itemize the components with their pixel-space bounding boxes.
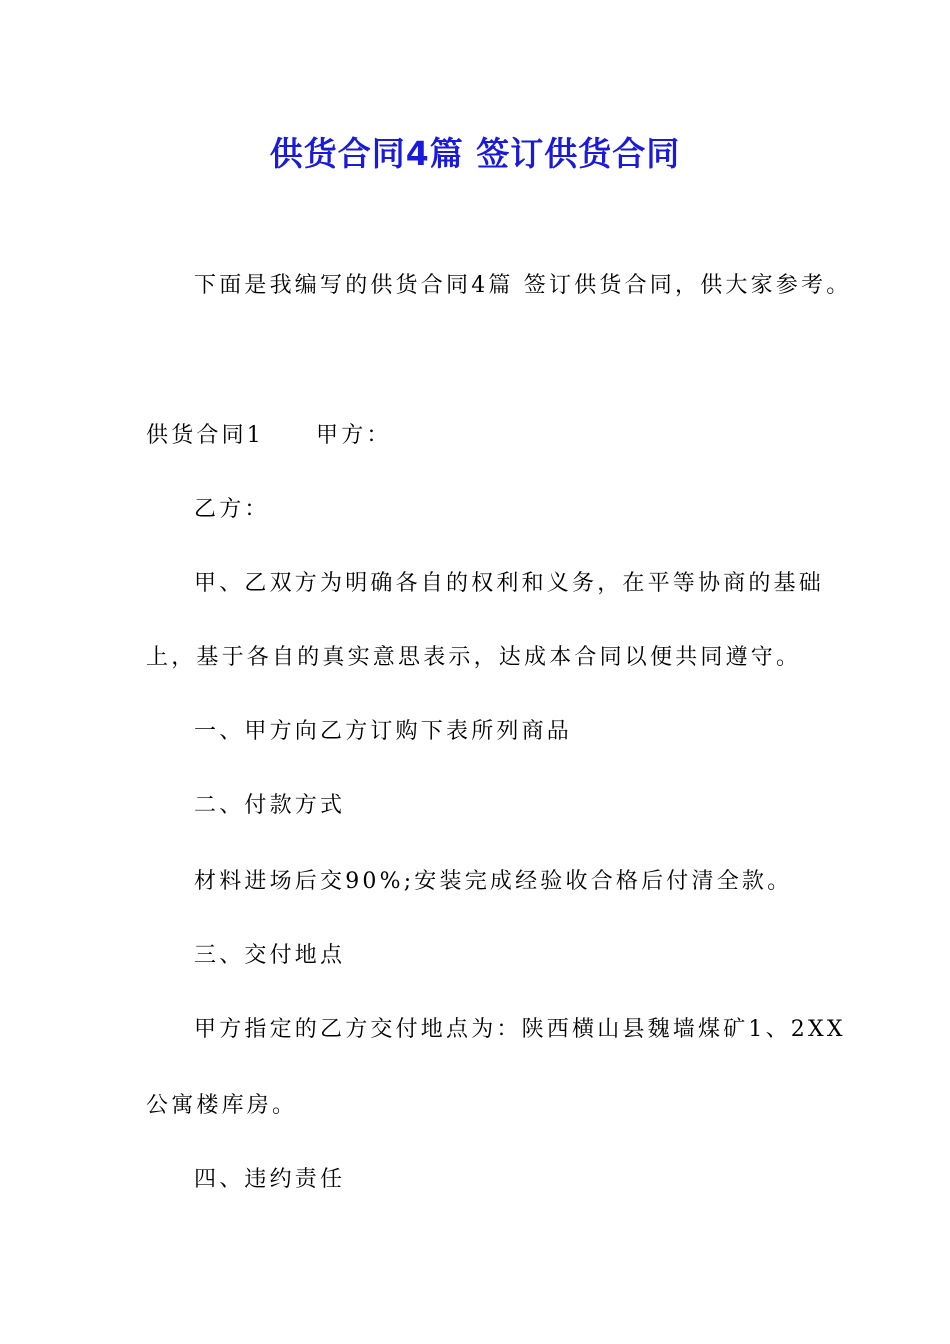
document-title: 供货合同4篇 签订供货合同 [269, 134, 681, 173]
section-heading-1: 一、甲方向乙方订购下表所列商品 [194, 719, 573, 744]
delivery-line-1: 甲方指定的乙方交付地点为：陕西横山县魏墙煤矿1、2XX [194, 1017, 846, 1042]
payment-terms-paragraph: 材料进场后交90%;安装完成经验收合格后付清全款。 [194, 869, 793, 894]
section-heading-2: 二、付款方式 [194, 793, 346, 818]
delivery-line-2: 公寓楼库房。 [146, 1093, 298, 1118]
preamble-line-1: 甲、乙双方为明确各自的权利和义务，在平等协商的基础 [194, 571, 825, 596]
contract-heading: 供货合同1 [146, 423, 264, 448]
party-a-label: 甲方： [316, 423, 392, 448]
contract-heading-line [146, 420, 392, 452]
party-b-label: 乙方： [194, 497, 270, 522]
section-heading-3: 三、交付地点 [194, 943, 346, 968]
section-heading-4: 四、违约责任 [194, 1167, 346, 1192]
preamble-line-2: 上，基于各自的真实意思表示，达成本合同以便共同遵守。 [146, 645, 802, 670]
intro-paragraph: 下面是我编写的供货合同4篇 签订供货合同，供大家参考。 [194, 273, 852, 298]
